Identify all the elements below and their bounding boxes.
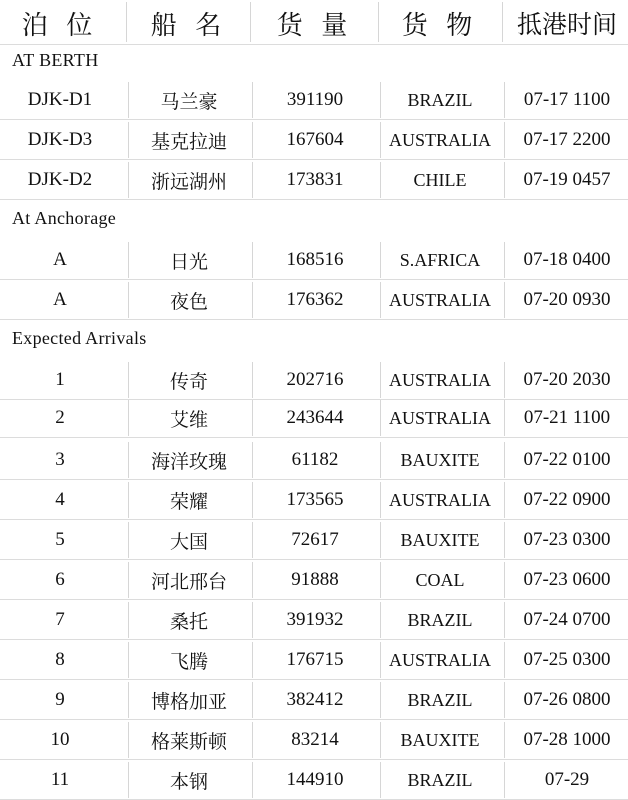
column-divider (380, 562, 381, 598)
column-divider (128, 282, 129, 318)
column-divider (504, 362, 505, 398)
column-divider (380, 482, 381, 518)
cell-cargo: BRAZIL (407, 609, 473, 630)
cell-berth: A (53, 249, 67, 270)
column-divider (380, 722, 381, 758)
cell-arrival-time: 07-24 0700 (523, 609, 611, 630)
cell-vessel-name: 海洋玫瑰 (150, 451, 227, 473)
column-divider (380, 762, 381, 798)
cell-berth: 6 (55, 569, 65, 590)
cell-arrival-time: 07-28 1000 (523, 729, 611, 750)
cell-berth: 5 (55, 529, 65, 550)
column-divider (380, 642, 381, 678)
column-divider (128, 602, 129, 638)
cell-cargo: BRAZIL (407, 689, 473, 710)
cell-quantity: 61182 (291, 449, 339, 470)
table-row (0, 160, 628, 200)
cell-berth: A (53, 289, 67, 310)
column-divider (252, 722, 253, 758)
column-divider (128, 522, 129, 558)
column-divider (504, 482, 505, 518)
column-divider (128, 482, 129, 518)
column-divider (128, 82, 129, 118)
table-row (0, 520, 628, 560)
column-divider (504, 282, 505, 318)
column-divider (128, 562, 129, 598)
cell-arrival-time: 07-26 0800 (523, 689, 611, 710)
column-divider (504, 522, 505, 558)
cell-quantity: 91888 (291, 569, 339, 590)
column-divider (252, 522, 253, 558)
cell-quantity: 176715 (286, 649, 344, 670)
cell-arrival-time: 07-23 0300 (523, 529, 611, 550)
cell-cargo: S.AFRICA (399, 249, 481, 270)
column-divider (380, 682, 381, 718)
cell-quantity: 202716 (286, 369, 344, 390)
cell-vessel-name: 格莱斯顿 (150, 731, 227, 753)
column-divider (252, 282, 253, 318)
cell-vessel-name: 艾维 (169, 409, 208, 431)
column-divider (504, 442, 505, 478)
cell-quantity: 176362 (286, 289, 344, 310)
cell-vessel-name: 桑托 (169, 611, 208, 633)
cell-berth: DJK-D3 (27, 129, 93, 150)
header-quantity: 货 量 (276, 10, 354, 40)
cell-vessel-name: 浙远湖州 (150, 171, 227, 193)
cell-arrival-time: 07-19 0457 (523, 169, 611, 190)
column-divider (252, 242, 253, 278)
cell-arrival-time: 07-23 0600 (523, 569, 611, 590)
table-row (0, 480, 628, 520)
column-divider (128, 122, 129, 158)
cell-arrival-time: 07-18 0400 (523, 249, 611, 270)
cell-cargo: BAUXITE (400, 529, 480, 550)
cell-cargo: BRAZIL (407, 769, 473, 790)
cell-arrival-time: 07-29 (544, 769, 590, 790)
column-divider (504, 642, 505, 678)
table-row (0, 720, 628, 760)
cell-berth: 10 (50, 729, 70, 750)
cell-arrival-time: 07-21 1100 (523, 407, 611, 428)
cell-vessel-name: 日光 (169, 251, 208, 273)
column-divider (380, 442, 381, 478)
cell-vessel-name: 大国 (169, 531, 208, 553)
column-divider (504, 242, 505, 278)
cell-cargo: COAL (415, 569, 465, 590)
cell-cargo: CHILE (413, 169, 467, 190)
column-divider (252, 562, 253, 598)
cell-arrival-time: 07-20 0930 (523, 289, 611, 310)
column-divider (250, 2, 251, 42)
cell-cargo: AUSTRALIA (389, 369, 491, 390)
cell-berth: DJK-D2 (27, 169, 93, 190)
table-row (0, 760, 628, 800)
row-divider (0, 437, 628, 438)
table-row (0, 560, 628, 600)
cell-quantity: 144910 (286, 769, 344, 790)
cell-cargo: BAUXITE (400, 449, 480, 470)
cell-quantity: 382412 (286, 689, 344, 710)
table-row (0, 600, 628, 640)
column-divider (504, 400, 505, 436)
cell-quantity: 83214 (291, 729, 339, 750)
table-row (0, 440, 628, 480)
cell-quantity: 173565 (286, 489, 344, 510)
column-divider (380, 522, 381, 558)
column-divider (252, 442, 253, 478)
column-divider (128, 642, 129, 678)
column-divider (504, 562, 505, 598)
column-divider (380, 242, 381, 278)
column-divider (502, 2, 503, 42)
column-divider (380, 122, 381, 158)
column-divider (126, 2, 127, 42)
column-divider (128, 442, 129, 478)
cell-quantity: 72617 (291, 529, 339, 550)
column-divider (128, 400, 129, 436)
cell-quantity: 173831 (286, 169, 344, 190)
header-berth: 泊 位 (21, 10, 99, 40)
cell-berth: 4 (55, 489, 65, 510)
header-cargo: 货 物 (401, 10, 479, 40)
table-row (0, 398, 628, 438)
column-divider (252, 602, 253, 638)
column-divider (252, 482, 253, 518)
cell-cargo: AUSTRALIA (389, 489, 491, 510)
column-divider (504, 162, 505, 198)
cell-vessel-name: 荣耀 (169, 491, 208, 513)
column-divider (128, 242, 129, 278)
header-vessel-name: 船 名 (150, 10, 228, 40)
cell-berth: 3 (55, 449, 65, 470)
cell-cargo: AUSTRALIA (389, 649, 491, 670)
column-divider (252, 82, 253, 118)
cell-quantity: 391190 (286, 89, 344, 110)
column-divider (252, 642, 253, 678)
cell-arrival-time: 07-22 0100 (523, 449, 611, 470)
table-row (0, 680, 628, 720)
cell-berth: 8 (55, 649, 65, 670)
cell-vessel-name: 夜色 (169, 291, 208, 313)
header-arrival-time: 抵港时间 (516, 12, 617, 39)
column-divider (128, 162, 129, 198)
column-divider (252, 162, 253, 198)
column-divider (504, 122, 505, 158)
column-divider (128, 762, 129, 798)
cell-cargo: AUSTRALIA (389, 407, 491, 428)
cell-cargo: AUSTRALIA (389, 289, 491, 310)
column-divider (128, 362, 129, 398)
cell-cargo: BRAZIL (407, 89, 473, 110)
column-divider (380, 400, 381, 436)
cell-quantity: 167604 (286, 129, 344, 150)
row-divider (0, 319, 628, 320)
cell-cargo: BAUXITE (400, 729, 480, 750)
table-row (0, 640, 628, 680)
section-title-expected-arrivals: Expected Arrivals (12, 328, 147, 348)
column-divider (380, 162, 381, 198)
column-divider (252, 400, 253, 436)
cell-quantity: 168516 (286, 249, 344, 270)
cell-arrival-time: 07-17 1100 (523, 89, 611, 110)
cell-berth: 1 (55, 369, 65, 390)
column-divider (252, 762, 253, 798)
cell-quantity: 243644 (286, 407, 344, 428)
table-row (0, 360, 628, 400)
cell-vessel-name: 基克拉迪 (150, 131, 227, 153)
header-row (0, 2, 628, 44)
column-divider (128, 682, 129, 718)
column-divider (504, 722, 505, 758)
cell-arrival-time: 07-22 0900 (523, 489, 611, 510)
column-divider (380, 362, 381, 398)
cell-berth: 9 (55, 689, 65, 710)
column-divider (504, 82, 505, 118)
column-divider (380, 282, 381, 318)
cell-berth: DJK-D1 (27, 89, 93, 110)
section-title-at-anchorage: At Anchorage (12, 208, 117, 228)
table-row (0, 240, 628, 280)
column-divider (252, 682, 253, 718)
cell-berth: 11 (50, 769, 70, 790)
column-divider (128, 722, 129, 758)
cell-cargo: AUSTRALIA (389, 129, 491, 150)
row-divider (0, 199, 628, 200)
cell-berth: 2 (55, 407, 65, 428)
column-divider (380, 602, 381, 638)
cell-arrival-time: 07-17 2200 (523, 129, 611, 150)
column-divider (252, 122, 253, 158)
table-row (0, 280, 628, 320)
column-divider (380, 82, 381, 118)
cell-vessel-name: 飞腾 (169, 651, 208, 673)
table-row (0, 80, 628, 120)
cell-berth: 7 (55, 609, 65, 630)
cell-vessel-name: 马兰豪 (160, 91, 218, 113)
column-divider (504, 602, 505, 638)
header-divider (0, 44, 628, 45)
cell-vessel-name: 传奇 (169, 371, 208, 393)
column-divider (504, 762, 505, 798)
cell-arrival-time: 07-25 0300 (523, 649, 611, 670)
cell-vessel-name: 河北邢台 (150, 571, 227, 593)
column-divider (504, 682, 505, 718)
cell-quantity: 391932 (286, 609, 344, 630)
column-divider (378, 2, 379, 42)
cell-arrival-time: 07-20 2030 (523, 369, 611, 390)
cell-vessel-name: 本钢 (169, 771, 208, 793)
section-title-at-berth: AT BERTH (12, 50, 99, 70)
cell-vessel-name: 博格加亚 (150, 691, 227, 713)
column-divider (252, 362, 253, 398)
table-row (0, 120, 628, 160)
